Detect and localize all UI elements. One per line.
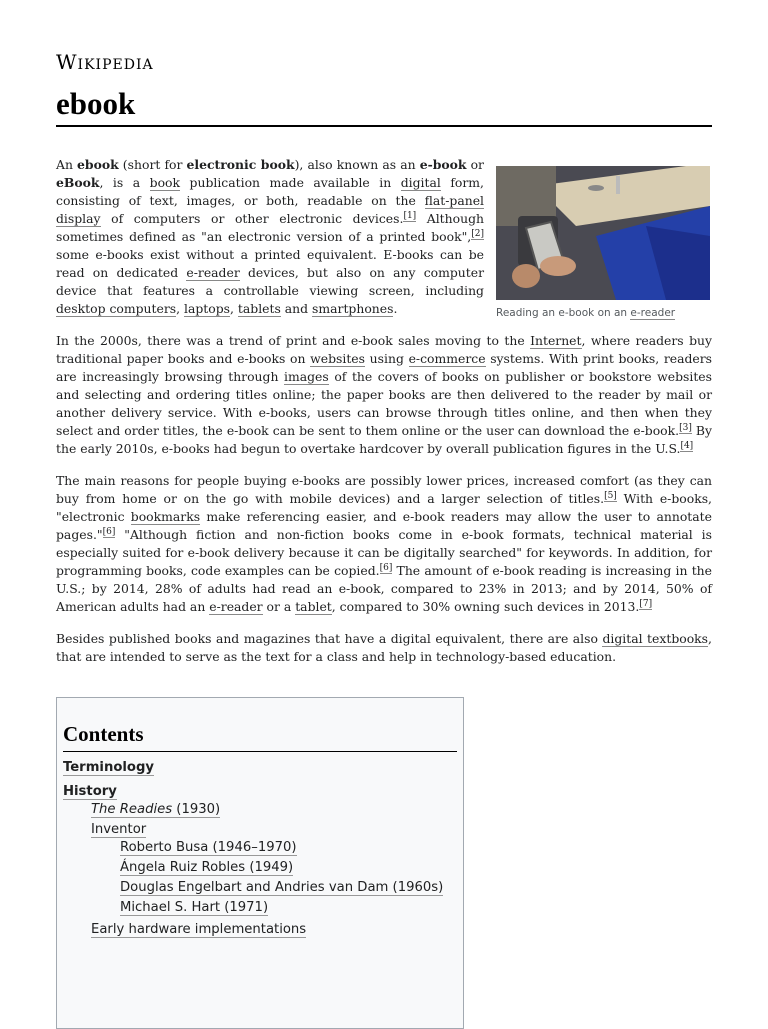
link-e-commerce[interactable]: e-commerce — [408, 351, 486, 366]
text: or a — [262, 599, 296, 614]
toc-item-label: Ángela Ruiz Robles (1949) — [120, 860, 294, 875]
citation-ref[interactable]: [6] — [102, 526, 116, 537]
bold-term: e-book — [419, 157, 467, 172]
toc-item-roberto-busa[interactable] — [120, 840, 297, 855]
title-divider — [56, 125, 712, 127]
wikipedia-wordmark[interactable] — [56, 50, 154, 74]
link-tablets[interactable]: tablets — [237, 301, 281, 316]
text: of the covers of books on publisher or bookstore websites and selecting and ordering titles online; the paper books are then delivered to the reader by mail or another delivery service. With e-books, users can browse through titles online, and then when they select and order titles, the e-book can be sent to them online or the user can download the e-book. — [56, 369, 713, 438]
text: , — [230, 301, 238, 316]
toc-item-label: Roberto Busa (1946–1970) — [120, 840, 297, 855]
text: Besides published books and magazines that have a digital equivalent, there are also — [56, 631, 603, 646]
citation-ref[interactable]: [2] — [471, 228, 484, 239]
toc-item-year: (1930) — [172, 802, 221, 817]
paragraph-reasons — [56, 472, 712, 616]
toc-item-history[interactable] — [63, 784, 117, 799]
citation-ref[interactable]: [5] — [604, 490, 617, 501]
toc-item-early-hardware[interactable] — [91, 922, 306, 937]
text: , that are intended to serve as the text for a class and help in technology-based education. — [56, 631, 712, 664]
toc-item-inventor[interactable] — [91, 822, 146, 837]
toc-divider — [63, 751, 457, 752]
text: systems. With print books, readers are increasingly browsing through — [56, 351, 713, 384]
text: . — [393, 301, 398, 316]
link-book[interactable]: book — [149, 175, 181, 190]
text: of computers or other electronic devices. — [100, 211, 404, 226]
text: ), also known as an — [294, 157, 420, 172]
text: The amount of e-book reading is increasing in the U.S.; by 2014, 28% of adults had read an e-book, compared to 23% in 2013; and by 2014, 50% of American adults had an — [56, 563, 712, 614]
text: The main reasons for people buying e-books are possibly lower prices, increased comfort (as they can buy from home or on the go with mobile devices) and a larger selection of titles. — [56, 473, 712, 506]
photo-illustration — [496, 166, 710, 300]
link-laptops[interactable]: laptops — [184, 301, 231, 316]
text: make referencing easier, and e-book readers may allow the user to annotate pages." — [56, 509, 712, 542]
figure-caption — [496, 304, 712, 322]
text: using — [365, 351, 409, 366]
caption-text: Reading an e-book on an — [496, 307, 631, 319]
text: With e-books, "electronic — [56, 491, 712, 524]
citation-ref[interactable]: [3] — [679, 422, 692, 433]
toc-item-label: Terminology — [63, 760, 155, 775]
text: In the 2000s, there was a trend of print and e-book sales moving to the — [56, 333, 531, 348]
toc-item-angela-ruiz-robles[interactable] — [120, 860, 293, 875]
toc-item-label: Douglas Engelbart and Andries van Dam (1960s) — [120, 880, 444, 895]
text: , is a — [99, 175, 150, 190]
link-websites[interactable]: websites — [310, 351, 366, 366]
text: , where readers buy traditional paper books and e-books on — [56, 333, 713, 366]
text: , compared to 30% owning such devices in 2013. — [331, 599, 640, 614]
table-of-contents — [56, 697, 464, 1029]
text: and — [280, 301, 313, 316]
toc-item-michael-hart[interactable] — [120, 900, 268, 915]
text: An — [56, 157, 78, 172]
link-internet[interactable]: Internet — [530, 333, 582, 348]
text: or — [466, 157, 484, 172]
text: , — [176, 301, 184, 316]
text: devices, but also on any computer device that features a controllable viewing screen, including — [56, 265, 484, 298]
citation-ref[interactable]: [6] — [379, 562, 393, 573]
citation-ref[interactable]: [1] — [403, 210, 417, 221]
link-e-reader[interactable]: e-reader — [186, 265, 240, 280]
text: (short for — [118, 157, 187, 172]
link-digital-textbooks[interactable]: digital textbooks — [602, 631, 709, 646]
toc-item-label: Early hardware implementations — [91, 922, 307, 937]
text: some e-books exist without a printed equivalent. E-books can be read on dedicated — [56, 247, 484, 280]
toc-title: Contents — [63, 722, 144, 746]
link-flat-panel-display[interactable]: flat-panel display — [56, 193, 484, 226]
wordmark-text: Wikipedia — [56, 50, 154, 74]
link-tablet[interactable]: tablet — [295, 599, 332, 614]
toc-item-label: History — [63, 784, 117, 799]
text: form, consisting of text, images, or both, readable on the — [56, 175, 484, 208]
toc-item-the-readies[interactable] — [91, 802, 220, 817]
link-smartphones[interactable]: smartphones — [312, 301, 394, 316]
citation-ref[interactable]: [7] — [639, 598, 653, 609]
bold-term: eBook — [56, 175, 100, 190]
toc-item-label: The Readies — [91, 802, 173, 817]
toc-item-terminology[interactable] — [63, 760, 154, 775]
paragraph-history-sales — [56, 332, 712, 458]
toc-item-engelbart-van-dam[interactable] — [120, 880, 443, 895]
article-figure — [496, 166, 712, 322]
link-desktop-computers[interactable]: desktop computers — [56, 301, 177, 316]
citation-ref[interactable]: [4] — [680, 440, 694, 451]
text: "Although fiction and non-fiction books come in e-book formats, technical material is especially suited for e-book delivery because it can be digitally searched" for keywords. In addition, for programming books, code examples can be copied. — [56, 527, 712, 578]
link-bookmarks[interactable]: bookmarks — [130, 509, 201, 524]
link-images[interactable]: images — [284, 369, 329, 384]
text: publication made available in — [180, 175, 401, 190]
ereader-photo[interactable] — [496, 166, 710, 300]
toc-item-label: Michael S. Hart (1971) — [120, 900, 269, 915]
page-title: ebook — [56, 86, 136, 121]
text: Although sometimes defined as "an electronic version of a printed book", — [56, 211, 484, 244]
paragraph-textbooks — [56, 630, 712, 666]
article-body — [56, 156, 712, 680]
toc-item-label: Inventor — [91, 822, 147, 837]
link-digital[interactable]: digital — [400, 175, 441, 190]
bold-term: electronic book — [186, 157, 295, 172]
link-e-reader[interactable]: e-reader — [209, 599, 263, 614]
text: By the early 2010s, e-books had begun to overtake hardcover by overall publication figures in the U.S. — [56, 423, 712, 456]
caption-link-ereader[interactable]: e-reader — [630, 307, 676, 319]
bold-term: ebook — [77, 157, 119, 172]
